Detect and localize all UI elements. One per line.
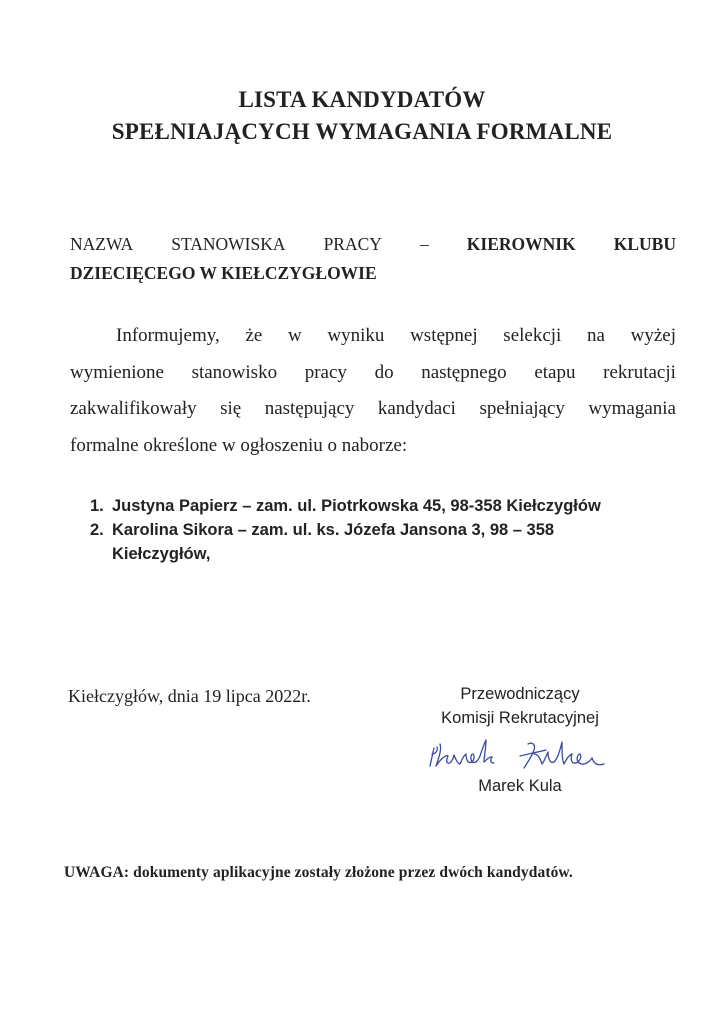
list-item-continuation: Kiełczygłów, xyxy=(112,545,211,563)
intro-paragraph xyxy=(70,318,676,464)
position-word: STANOWISKA xyxy=(171,234,286,254)
list-item-text: Karolina Sikora – zam. ul. ks. Józefa Jansona 3, 98 – 358 xyxy=(112,521,555,539)
position-line-1 xyxy=(70,230,676,259)
intro-line-3: zakwalifikowały się następujący kandydaci spełniający wymagania xyxy=(70,398,676,419)
list-item-number: 2. xyxy=(90,521,104,539)
signer-role-line-1: Przewodniczący xyxy=(460,685,580,703)
position-word: PRACY xyxy=(323,234,382,254)
position-title-word: KIEROWNIK xyxy=(466,234,576,254)
note: UWAGA: dokumenty aplikacyjne zostały złożone przez dwóch kandydatów. xyxy=(64,864,573,881)
list-item-text: Justyna Papierz – zam. ul. Piotrkowska 45, 98-358 Kiełczygłów xyxy=(112,497,601,515)
list-item xyxy=(90,518,680,542)
signer-block xyxy=(400,682,640,730)
intro-line-4: formalne określone w ogłoszeniu o naborze: xyxy=(70,434,408,456)
candidate-list xyxy=(90,494,680,566)
position-name xyxy=(70,230,676,288)
position-dash: – xyxy=(419,234,429,254)
intro-line-1: Informujemy, że w wyniku wstępnej selekcji na wyżej xyxy=(116,325,676,346)
list-item xyxy=(90,494,680,518)
position-word: NAZWA xyxy=(70,234,134,254)
position-line-2: DZIECIĘCEGO W KIEŁCZYGŁOWIE xyxy=(70,263,377,283)
signer-role-line-2: Komisji Rekrutacyjnej xyxy=(441,709,599,727)
title-line-2: SPEŁNIAJĄCYCH WYMAGANIA FORMALNE xyxy=(111,119,613,144)
handwritten-signature xyxy=(416,730,626,776)
intro-line-2: wymienione stanowisko pracy do następnego etapu rekrutacji xyxy=(70,361,676,383)
position-title-word: KLUBU xyxy=(613,234,676,254)
signer-name: Marek Kula xyxy=(478,777,562,795)
place-and-date: Kiełczygłów, dnia 19 lipca 2022r. xyxy=(68,686,311,706)
document-title xyxy=(0,84,724,148)
list-item-number: 1. xyxy=(90,497,104,515)
title-line-1: LISTA KANDYDATÓW xyxy=(238,87,486,112)
